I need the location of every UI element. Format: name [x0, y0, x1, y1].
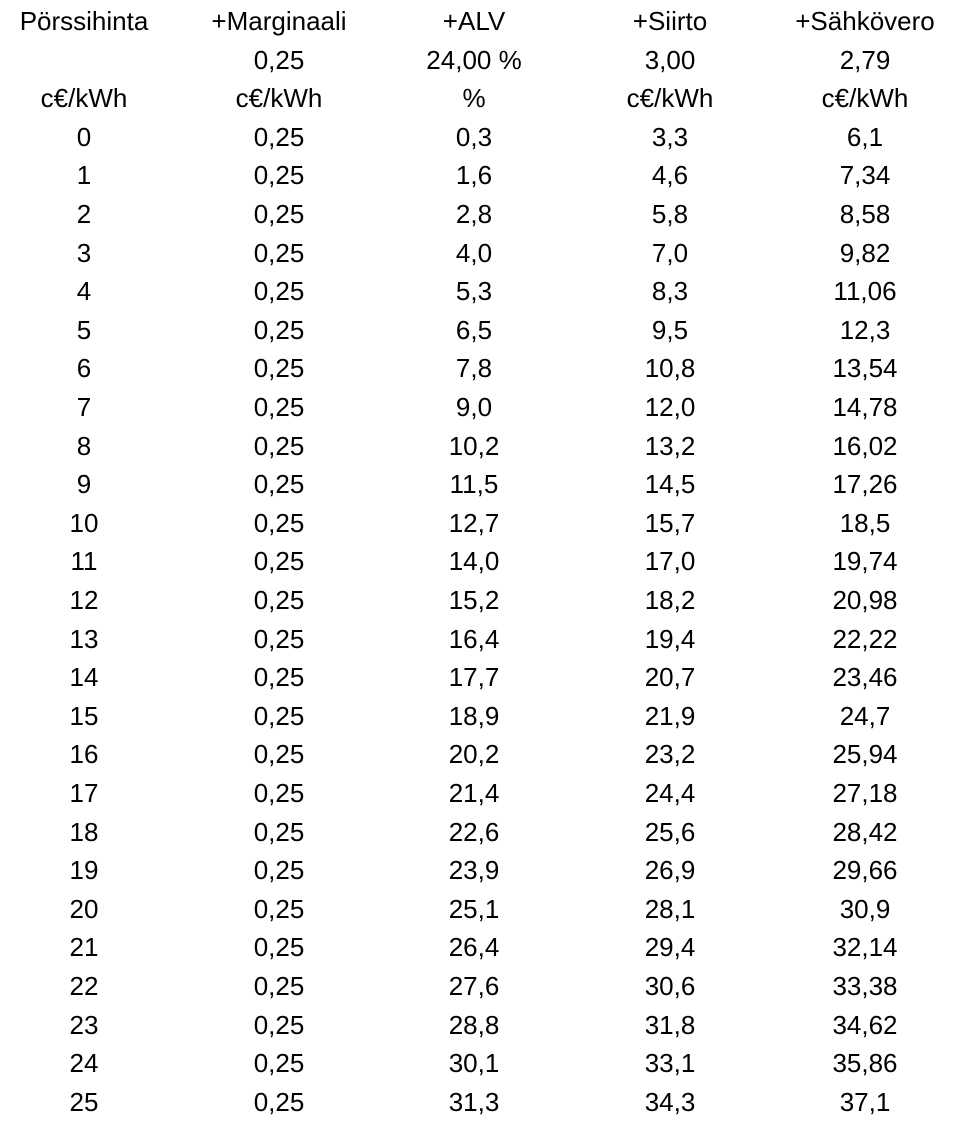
- parameter-transfer: 3,00: [644, 44, 696, 75]
- cell-total: 24,7: [839, 700, 891, 731]
- cell-transfer: 4,6: [651, 160, 689, 191]
- table-row: [0, 1006, 958, 1045]
- table-row: [0, 967, 958, 1006]
- unit-transfer: c€/kWh: [626, 83, 714, 114]
- cell-total: 37,1: [839, 1086, 891, 1117]
- cell-exchange-price: 17: [69, 778, 99, 808]
- table-row: [0, 1044, 958, 1083]
- cell-vat: 27,6: [448, 971, 500, 1001]
- unit-exchange-price: c€/kWh: [40, 83, 128, 114]
- cell-vat: 17,7: [448, 662, 500, 693]
- table-row: [0, 388, 958, 427]
- cell-margin: 0,25: [253, 507, 305, 538]
- cell-margin: 0,25: [253, 314, 305, 345]
- cell-exchange-price: 11: [70, 546, 98, 577]
- cell-vat: 22,6: [448, 816, 500, 847]
- cell-total: 30,9: [839, 893, 891, 924]
- cell-total: 9,82: [839, 237, 891, 268]
- cell-exchange-price: 22: [69, 971, 99, 1001]
- cell-transfer: 31,8: [644, 1009, 696, 1040]
- cell-margin: 0,25: [253, 160, 305, 191]
- table-row: [0, 465, 958, 504]
- cell-exchange-price: 18: [69, 816, 99, 847]
- cell-total: 27,18: [832, 778, 898, 808]
- cell-exchange-price: 25: [69, 1086, 99, 1117]
- cell-margin: 0,25: [253, 353, 305, 384]
- cell-vat: 4,0: [455, 237, 493, 268]
- cell-vat: 11,5: [449, 469, 499, 500]
- cell-total: 13,54: [832, 353, 898, 384]
- parameter-row: [0, 41, 958, 80]
- cell-exchange-price: 7: [76, 392, 92, 422]
- table-row: [0, 890, 958, 929]
- cell-vat: 7,8: [455, 353, 493, 384]
- cell-transfer: 13,2: [644, 430, 696, 461]
- cell-margin: 0,25: [253, 932, 305, 963]
- cell-vat: 9,0: [455, 392, 493, 422]
- cell-transfer: 25,6: [644, 816, 696, 847]
- table-row: [0, 118, 958, 157]
- cell-total: 16,02: [832, 430, 898, 461]
- unit-margin: c€/kWh: [235, 83, 323, 114]
- cell-margin: 0,25: [253, 1048, 305, 1079]
- cell-transfer: 29,4: [644, 932, 696, 963]
- cell-margin: 0,25: [253, 276, 305, 307]
- cell-vat: 26,4: [448, 932, 500, 963]
- cell-total: 7,34: [839, 160, 891, 191]
- cell-exchange-price: 6: [76, 353, 92, 384]
- cell-margin: 0,25: [253, 778, 305, 808]
- cell-exchange-price: 15: [69, 700, 99, 731]
- cell-transfer: 23,2: [644, 739, 696, 770]
- cell-margin: 0,25: [253, 546, 305, 577]
- table-row: [0, 1083, 958, 1122]
- cell-transfer: 15,7: [644, 507, 696, 538]
- cell-transfer: 7,0: [651, 237, 689, 268]
- cell-vat: 20,2: [448, 739, 500, 770]
- table-row: [0, 349, 958, 388]
- cell-margin: 0,25: [253, 739, 305, 770]
- cell-total: 11,06: [833, 276, 897, 307]
- cell-margin: 0,25: [253, 893, 305, 924]
- cell-vat: 28,8: [448, 1009, 500, 1040]
- table-row: [0, 542, 958, 581]
- table-row: [0, 234, 958, 273]
- cell-transfer: 19,4: [644, 623, 696, 654]
- table-row: [0, 620, 958, 659]
- cell-vat: 14,0: [448, 546, 500, 577]
- cell-transfer: 8,3: [651, 276, 689, 307]
- cell-margin: 0,25: [253, 1009, 305, 1040]
- cell-transfer: 30,6: [644, 971, 696, 1001]
- cell-transfer: 5,8: [651, 199, 689, 229]
- cell-transfer: 3,3: [651, 121, 689, 152]
- header-transfer: +Siirto: [632, 6, 708, 36]
- cell-margin: 0,25: [253, 623, 305, 654]
- cell-exchange-price: 16: [69, 739, 99, 770]
- cell-vat: 25,1: [448, 893, 500, 924]
- cell-total: 14,78: [832, 392, 898, 422]
- cell-vat: 1,6: [455, 160, 493, 191]
- cell-exchange-price: 12: [69, 585, 99, 615]
- parameter-exchange-price: [0, 41, 184, 80]
- cell-exchange-price: 21: [69, 932, 99, 963]
- cell-vat: 31,3: [448, 1086, 500, 1117]
- cell-vat: 21,4: [448, 778, 500, 808]
- cell-transfer: 9,5: [651, 314, 689, 345]
- cell-total: 29,66: [832, 855, 898, 886]
- parameter-margin: 0,25: [253, 44, 305, 75]
- cell-margin: 0,25: [253, 121, 305, 152]
- cell-margin: 0,25: [253, 1086, 305, 1117]
- cell-exchange-price: 9: [76, 469, 92, 500]
- cell-total: 19,74: [832, 546, 898, 577]
- cell-exchange-price: 0: [76, 121, 92, 152]
- cell-transfer: 21,9: [644, 700, 696, 731]
- cell-transfer: 33,1: [644, 1048, 696, 1079]
- table-row: [0, 735, 958, 774]
- cell-total: 28,42: [832, 816, 898, 847]
- header-row: [0, 2, 958, 41]
- cell-vat: 15,2: [448, 585, 500, 615]
- header-margin: +Marginaali: [211, 6, 347, 36]
- table-row: [0, 156, 958, 195]
- cell-exchange-price: 4: [76, 276, 92, 307]
- cell-margin: 0,25: [253, 662, 305, 693]
- cell-vat: 16,4: [448, 623, 500, 654]
- cell-transfer: 12,0: [644, 392, 696, 422]
- cell-total: 32,14: [832, 932, 898, 963]
- cell-vat: 10,2: [448, 430, 500, 461]
- cell-vat: 23,9: [448, 855, 500, 886]
- cell-margin: 0,25: [253, 392, 305, 422]
- cell-total: 34,62: [832, 1009, 898, 1040]
- cell-margin: 0,25: [253, 237, 305, 268]
- cell-transfer: 24,4: [644, 778, 696, 808]
- cell-transfer: 34,3: [644, 1086, 696, 1117]
- cell-vat: 12,7: [448, 507, 500, 538]
- cell-exchange-price: 2: [76, 199, 92, 229]
- cell-margin: 0,25: [253, 199, 305, 229]
- cell-margin: 0,25: [253, 971, 305, 1001]
- cell-total: 8,58: [839, 199, 891, 229]
- cell-exchange-price: 19: [69, 855, 99, 886]
- cell-vat: 0,3: [455, 121, 493, 152]
- table-row: [0, 813, 958, 852]
- cell-exchange-price: 24: [69, 1048, 99, 1079]
- table-row: [0, 195, 958, 234]
- cell-total: 20,98: [832, 585, 898, 615]
- cell-vat: 30,1: [448, 1048, 500, 1079]
- parameter-vat: 24,00 %: [426, 44, 522, 75]
- table-row: [0, 311, 958, 350]
- cell-exchange-price: 23: [69, 1009, 99, 1040]
- table-row: [0, 774, 958, 813]
- cell-margin: 0,25: [253, 816, 305, 847]
- cell-total: 6,1: [846, 121, 884, 152]
- table-row: [0, 427, 958, 466]
- table-row: [0, 928, 958, 967]
- cell-vat: 5,3: [455, 276, 493, 307]
- cell-exchange-price: 5: [76, 314, 92, 345]
- table-row: [0, 504, 958, 543]
- header-electricity-tax: +Sähkövero: [795, 6, 935, 36]
- cell-exchange-price: 13: [69, 623, 99, 654]
- cell-exchange-price: 14: [69, 662, 99, 693]
- cell-total: 35,86: [832, 1048, 898, 1079]
- table-row: [0, 272, 958, 311]
- header-vat: +ALV: [442, 6, 506, 36]
- cell-vat: 6,5: [455, 314, 493, 345]
- cell-total: 33,38: [832, 971, 898, 1001]
- cell-exchange-price: 1: [76, 160, 92, 191]
- table-row: [0, 697, 958, 736]
- table-row: [0, 658, 958, 697]
- unit-row: [0, 79, 958, 118]
- cell-transfer: 14,5: [644, 469, 696, 500]
- cell-transfer: 20,7: [644, 662, 696, 693]
- cell-transfer: 10,8: [644, 353, 696, 384]
- cell-transfer: 17,0: [644, 546, 696, 577]
- cell-margin: 0,25: [253, 585, 305, 615]
- table-row: [0, 851, 958, 890]
- cell-margin: 0,25: [253, 700, 305, 731]
- cell-vat: 2,8: [455, 199, 493, 229]
- unit-vat: %: [462, 83, 486, 114]
- table-row: [0, 581, 958, 620]
- parameter-electricity-tax: 2,79: [839, 44, 891, 75]
- cell-exchange-price: 3: [76, 237, 92, 268]
- cell-exchange-price: 20: [69, 893, 99, 924]
- unit-electricity-tax: c€/kWh: [821, 83, 909, 114]
- header-exchange-price: Pörssihinta: [19, 6, 149, 36]
- cell-transfer: 18,2: [644, 585, 696, 615]
- cell-exchange-price: 8: [76, 430, 92, 461]
- cell-vat: 18,9: [448, 700, 500, 731]
- cell-exchange-price: 10: [69, 507, 99, 538]
- cell-transfer: 26,9: [644, 855, 696, 886]
- cell-total: 18,5: [839, 507, 891, 538]
- cell-total: 25,94: [832, 739, 898, 770]
- cell-total: 23,46: [832, 662, 898, 693]
- cell-total: 12,3: [839, 314, 891, 345]
- cell-margin: 0,25: [253, 430, 305, 461]
- cell-total: 22,22: [832, 623, 898, 654]
- cell-transfer: 28,1: [644, 893, 696, 924]
- cell-margin: 0,25: [253, 469, 305, 500]
- cell-total: 17,26: [832, 469, 898, 500]
- cell-margin: 0,25: [253, 855, 305, 886]
